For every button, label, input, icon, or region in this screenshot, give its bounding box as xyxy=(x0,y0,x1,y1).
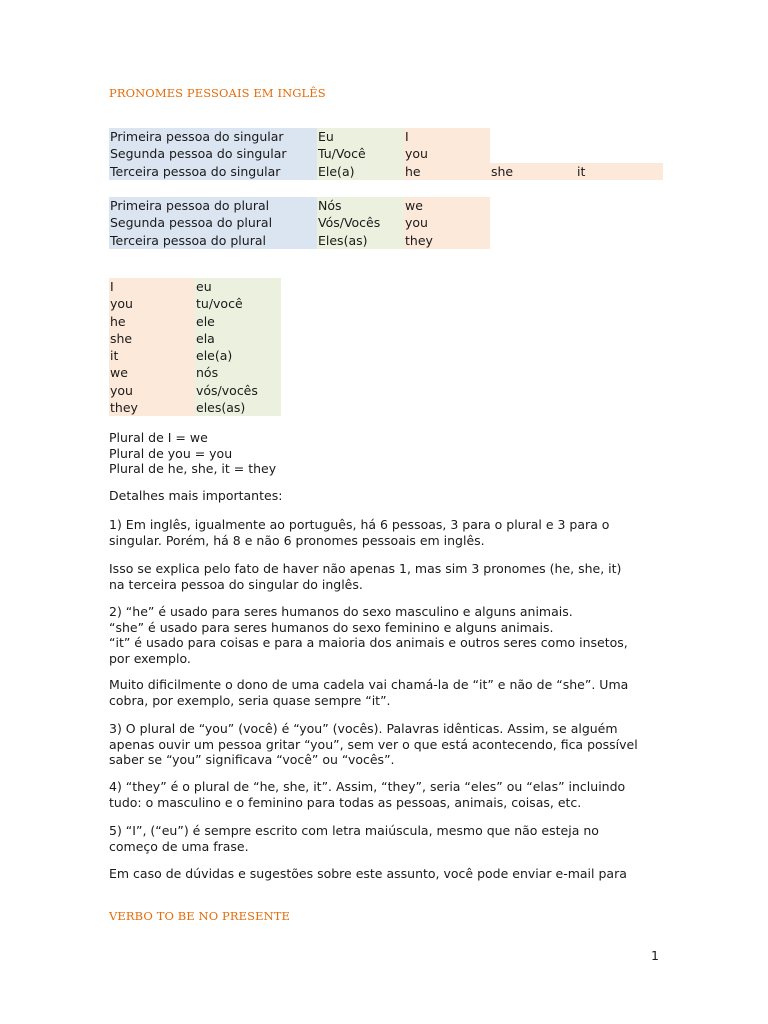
table-cell: Segunda pessoa do singular xyxy=(109,145,317,162)
table-cell: he xyxy=(109,313,195,330)
table-cell: you xyxy=(404,214,490,231)
table-cell: Segunda pessoa do plural xyxy=(109,214,317,231)
table-cell: she xyxy=(490,163,576,180)
section-heading: VERBO TO BE NO PRESENTE xyxy=(109,909,290,923)
table-row xyxy=(109,347,281,364)
text-line: “she” é usado para seres humanos do sexo feminino e alguns animais. xyxy=(109,619,554,635)
details-heading xyxy=(109,488,669,504)
table-row xyxy=(109,232,490,249)
table-cell xyxy=(576,145,663,162)
translation-table xyxy=(109,278,281,416)
table-cell: I xyxy=(404,128,490,145)
table-cell: Eles(as) xyxy=(317,232,404,249)
paragraph-8 xyxy=(109,866,669,882)
text-line: começo de uma frase. xyxy=(109,838,249,854)
table-cell: ela xyxy=(195,330,281,347)
table-cell xyxy=(490,145,576,162)
text-line: Detalhes mais importantes: xyxy=(109,488,283,503)
text-line: 3) O plural de “you” (você) é “you” (vocês). Palavras idênticas. Assim, se alguém xyxy=(109,721,618,736)
table-row xyxy=(109,364,281,381)
table-row xyxy=(109,278,281,295)
table-cell: Ele(a) xyxy=(317,163,404,180)
text-line: por exemplo. xyxy=(109,650,191,666)
text-line: 1) Em inglês, igualmente ao português, há 6 pessoas, 3 para o plural e 3 para o xyxy=(109,517,610,532)
text-line: Muito dificilmente o dono de uma cadela vai chamá-la de “it” e não de “she”. Uma xyxy=(109,677,629,692)
table-cell: it xyxy=(576,163,663,180)
page-number: 1 xyxy=(651,948,659,963)
paragraph-4 xyxy=(109,677,669,708)
paragraph-2 xyxy=(109,561,669,592)
table-cell: Primeira pessoa do plural xyxy=(109,197,317,214)
text-line: singular. Porém, há 8 e não 6 pronomes pessoais em inglês. xyxy=(109,532,485,548)
table-row xyxy=(109,128,663,145)
table-cell: you xyxy=(109,382,195,399)
table-row xyxy=(109,214,490,231)
table-cell: ele xyxy=(195,313,281,330)
page-title: PRONOMES PESSOAIS EM INGLÊS xyxy=(109,86,326,100)
table-cell: I xyxy=(109,278,195,295)
table-cell: Primeira pessoa do singular xyxy=(109,128,317,145)
plural-summary xyxy=(109,430,669,477)
table-cell: we xyxy=(404,197,490,214)
table-cell: vós/vocês xyxy=(195,382,281,399)
text-line: na terceira pessoa do singular do inglês. xyxy=(109,576,363,592)
table-cell: you xyxy=(109,295,195,312)
text-line: tudo: o masculino e o feminino para todas as pessoas, animais, coisas, etc. xyxy=(109,794,582,810)
text-line: 2) “he” é usado para seres humanos do sexo masculino e alguns animais. xyxy=(109,604,573,619)
text-line: Plural de you = you xyxy=(109,445,233,461)
text-line: saber se “you” significava “você” ou “vocês”. xyxy=(109,752,395,767)
text-line: 4) “they” é o plural de “he, she, it”. Assim, “they”, seria “eles” ou “elas” incluindo xyxy=(109,779,626,794)
text-line: apenas ouvir um pessoa gritar “you”, sem ver o que está acontecendo, fica possível xyxy=(109,736,638,752)
table-cell: Eu xyxy=(317,128,404,145)
table-row xyxy=(109,313,281,330)
paragraph-1 xyxy=(109,517,669,548)
table-cell: he xyxy=(404,163,490,180)
text-line: 5) “I”, (“eu”) é sempre escrito com letra maiúscula, mesmo que não esteja no xyxy=(109,823,599,838)
table-cell: it xyxy=(109,347,195,364)
table-row xyxy=(109,145,663,162)
table-cell: we xyxy=(109,364,195,381)
text-line: Plural de I = we xyxy=(109,430,208,445)
table-cell: Tu/Você xyxy=(317,145,404,162)
table-cell: ele(a) xyxy=(195,347,281,364)
singular-pronouns-table xyxy=(109,128,663,180)
table-row xyxy=(109,399,281,416)
text-line: cobra, por exemplo, seria quase sempre “it”. xyxy=(109,692,391,708)
table-cell: Nós xyxy=(317,197,404,214)
table-row xyxy=(109,295,281,312)
table-cell: eles(as) xyxy=(195,399,281,416)
table-cell: Terceira pessoa do singular xyxy=(109,163,317,180)
table-row xyxy=(109,330,281,347)
text-line: “it” é usado para coisas e para a maioria dos animais e outros seres como insetos, xyxy=(109,635,628,650)
table-cell xyxy=(490,128,576,145)
text-line: Plural de he, she, it = they xyxy=(109,461,277,476)
plural-pronouns-table xyxy=(109,197,490,249)
text-line: Isso se explica pelo fato de haver não apenas 1, mas sim 3 pronomes (he, she, it) xyxy=(109,561,622,576)
paragraph-3 xyxy=(109,604,669,666)
table-cell: she xyxy=(109,330,195,347)
table-cell: eu xyxy=(195,278,281,295)
table-row xyxy=(109,197,490,214)
table-row xyxy=(109,163,663,180)
table-cell: you xyxy=(404,145,490,162)
table-cell: nós xyxy=(195,364,281,381)
table-cell: Terceira pessoa do plural xyxy=(109,232,317,249)
paragraph-6 xyxy=(109,779,669,810)
table-cell xyxy=(576,128,663,145)
paragraph-5 xyxy=(109,721,669,768)
paragraph-7 xyxy=(109,823,669,854)
table-cell: they xyxy=(404,232,490,249)
table-row xyxy=(109,382,281,399)
table-cell: tu/você xyxy=(195,295,281,312)
table-cell: Vós/Vocês xyxy=(317,214,404,231)
table-cell: they xyxy=(109,399,195,416)
text-line: Em caso de dúvidas e sugestões sobre este assunto, você pode enviar e-mail para xyxy=(109,866,627,881)
